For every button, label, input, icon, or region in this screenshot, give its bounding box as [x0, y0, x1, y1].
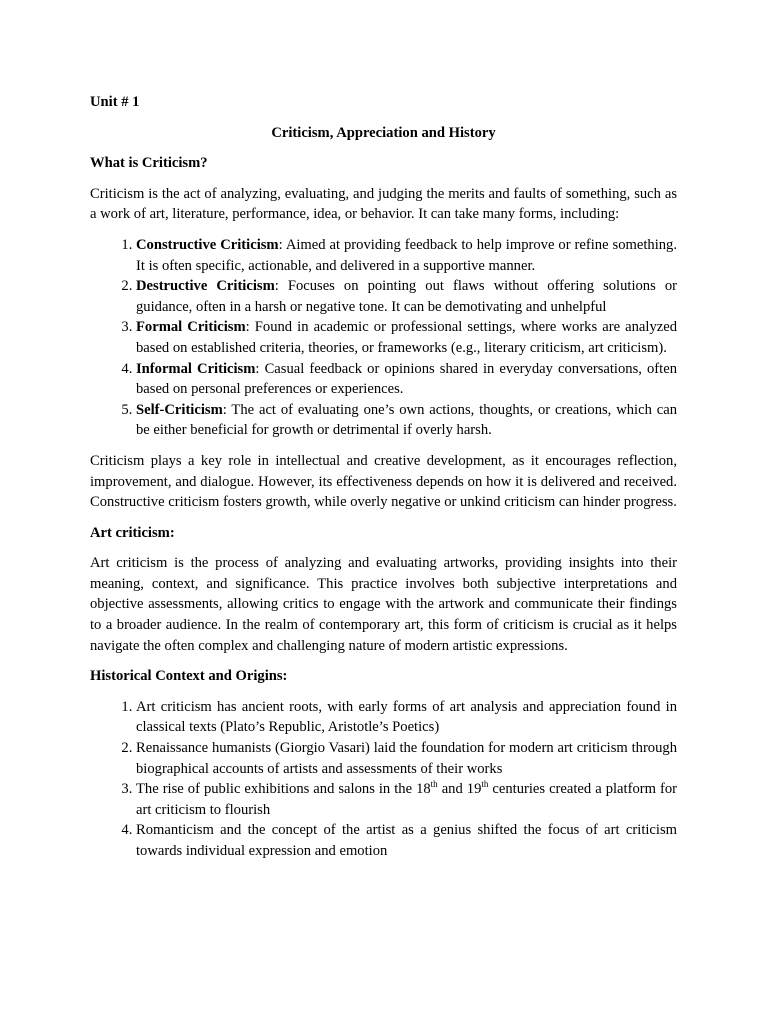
section-heading-art-criticism: Art criticism:	[90, 524, 175, 541]
list-item-text: The rise of public exhibitions and salons in the 18	[136, 781, 431, 798]
document-body	[90, 92, 677, 872]
list-item: 2. Renaissance humanists (Giorgio Vasari) laid the foundation for modern art criticism through biographical accounts of artists and assessments of their works	[136, 738, 677, 779]
list-item-text: : The act of evaluating one’s own actions, thoughts, or creations, which can be either beneficial for growth or detrimental if overly harsh.	[136, 401, 677, 439]
list-item-text: : Found in academic or professional settings, where works are analyzed based on established criteria, theories, or frameworks (e.g., literary criticism, art criticism).	[136, 319, 677, 356]
section-heading-historical-context: Historical Context and Origins:	[90, 668, 288, 685]
list-item-text: and 19	[437, 781, 482, 798]
list-item-text: centuries created a platform for art criticism to flourish	[136, 781, 677, 818]
section-heading-what-is-criticism: What is Criticism?	[90, 155, 208, 172]
criticism-conclusion-paragraph: Criticism plays a key role in intellectual and creative development, as it encourages reflection, improvement, and dialogue. However, its effectiveness depends on how it is delivered and received. Constructive criticism fosters growth, while overly negative or unkind criticism can hinder progress.	[90, 452, 677, 511]
superscript: th	[481, 779, 489, 790]
list-item	[136, 400, 677, 441]
criticism-types-list	[90, 235, 677, 441]
unit-label: Unit # 1	[90, 94, 140, 110]
historical-context-list	[90, 697, 677, 862]
list-item-term: Destructive Criticism	[136, 278, 275, 295]
list-item: 4. Romanticism and the concept of the artist as a genius shifted the focus of art criticism towards individual expression and emotion	[136, 820, 677, 861]
list-item	[136, 359, 677, 400]
list-item-term: Constructive Criticism	[136, 236, 279, 253]
list-item-text: : Focuses on pointing out flaws without offering solutions or guidance, often in a harsh or negative tone. It can be demotivating and unhelpful	[136, 278, 677, 315]
list-item-term: Formal Criticism	[136, 319, 246, 336]
list-item	[136, 317, 677, 358]
criticism-intro-paragraph: Criticism is the act of analyzing, evaluating, and judging the merits and faults of something, such as a work of art, literature, performance, idea, or behavior. It can take many forms, including:	[90, 185, 677, 223]
list-item	[136, 235, 677, 276]
list-item: 1. Art criticism has ancient roots, with early forms of art analysis and appreciation found in classical texts (Plato’s Republic, Aristotle’s Poetics)	[136, 697, 677, 738]
list-item	[136, 276, 677, 317]
list-item	[136, 779, 677, 820]
superscript: th	[430, 779, 438, 790]
document-title: Criticism, Appreciation and History	[271, 124, 496, 141]
list-item-term: Self-Criticism	[136, 401, 223, 418]
list-item-text: : Aimed at providing feedback to help improve or refine something. It is often specific, actionable, and delivered in a supportive manner.	[136, 236, 677, 274]
list-item-term: Informal Criticism	[136, 360, 256, 377]
art-criticism-paragraph: Art criticism is the process of analyzing and evaluating artworks, providing insights into their meaning, context, and significance. This practice involves both subjective interpretations and objective assessments, allowing critics to engage with the artwork and communicate their findings to a broader audience. In the realm of contemporary art, this form of criticism is crucial as it helps navigate the often complex and challenging nature of modern artistic expressions.	[90, 555, 677, 654]
list-item-text: : Casual feedback or opinions shared in everyday conversations, often based on personal preferences or experiences.	[136, 360, 677, 398]
